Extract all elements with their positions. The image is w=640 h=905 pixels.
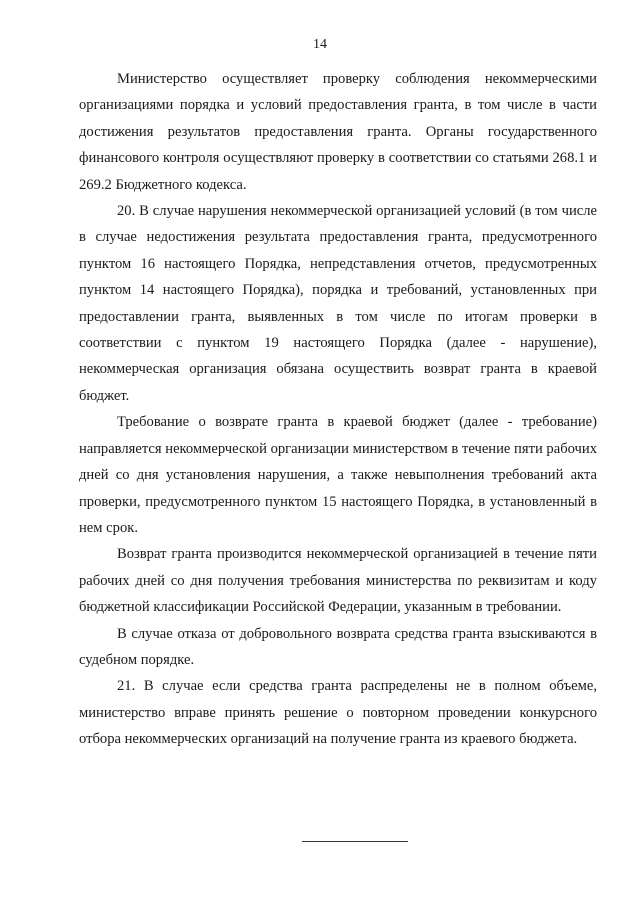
paragraph-clause-20: 20. В случае нарушения некоммерческой организацией условий (в том числе в случае недостижения результата предоставления гранта, предусмотренного пунктом 16 настоящего Порядка, непредставления отчетов, предусмотренных пунктом 14 настоящего Порядка), порядка и требований, установленных при предоставлении гранта, выявленных в том числе по итогам проверки в соответствии с пунктом 19 настоящего Порядка (далее - нарушение), некоммерческая организация обязана осуществить возврат гранта в краевой бюджет.: [79, 203, 597, 404]
paragraph-return-demand: Требование о возврате гранта в краевой бюджет (далее - требование) направляется некоммерческой организации министерством в течение пяти рабочих дней со дня установления нарушения, а также невыполнения требований акта проверки, предусмотренного пунктом 15 настоящего Порядка, в установленный в нем срок.: [79, 414, 597, 536]
footer-divider: [302, 841, 408, 842]
page-number: 14: [313, 37, 327, 52]
document-body: [79, 66, 597, 753]
paragraph-ministry-verification: Министерство осуществляет проверку соблюдения некоммерческими организациями порядка и условий предоставления гранта, в том числе в части достижения результатов предоставления гранта. Органы государственного финансового контроля осуществляют проверку в соответствии со статьями 268.1 и 269.2 Бюджетного кодекса.: [79, 71, 597, 193]
paragraph-return-procedure: Возврат гранта производится некоммерческой организацией в течение пяти рабочих дней со дня получения требования министерства по реквизитам и коду бюджетной классификации Российской Федерации, указанным в требовании.: [79, 546, 597, 616]
paragraph-court-recovery: В случае отказа от добровольного возврата средства гранта взыскиваются в судебном порядке.: [79, 625, 597, 668]
paragraph-clause-21: 21. В случае если средства гранта распределены не в полном объеме, министерство вправе принять решение о повторном проведении конкурсного отбора некоммерческих организаций на получение гранта из краевого бюджета.: [79, 678, 597, 748]
